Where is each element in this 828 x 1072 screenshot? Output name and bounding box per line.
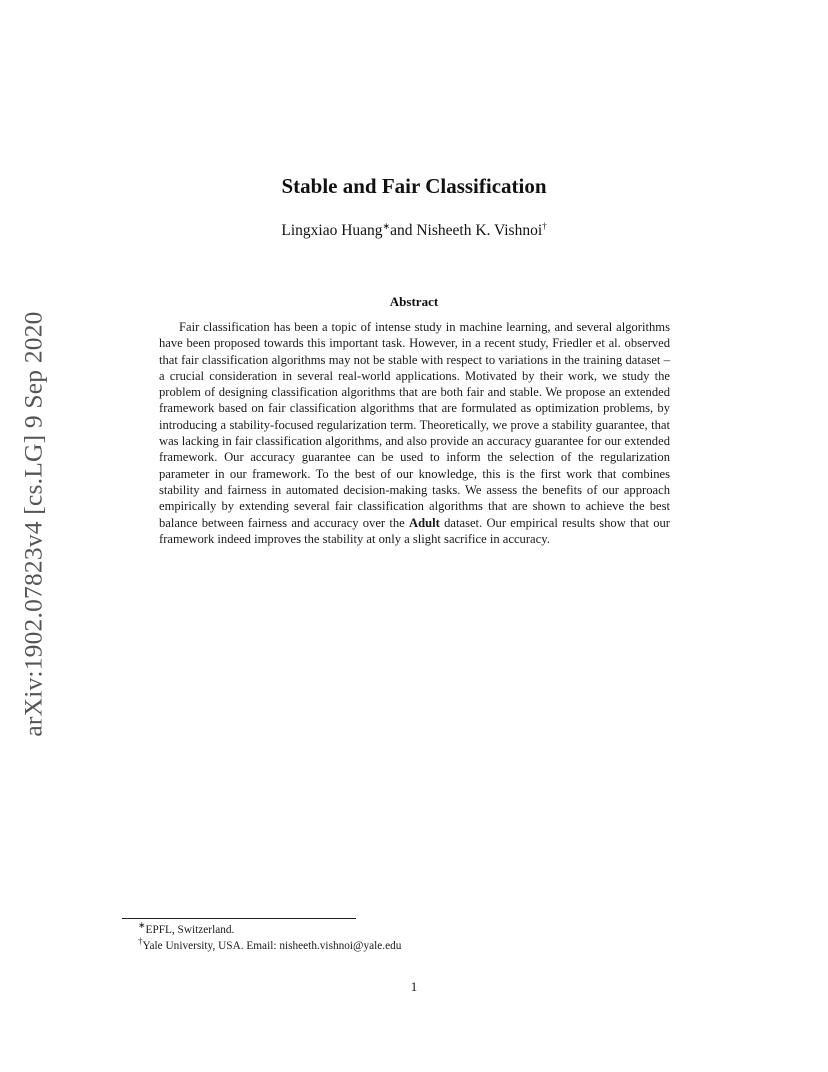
abstract-heading: Abstract bbox=[389, 294, 439, 309]
arxiv-identifier-stamp bbox=[14, 296, 54, 752]
footnote-marker: ∗ bbox=[382, 220, 391, 231]
dataset-name: Adult bbox=[409, 515, 440, 530]
footnote-affiliation bbox=[138, 935, 402, 955]
author-name: Lingxiao Huang bbox=[281, 222, 383, 239]
footnote-marker: † bbox=[542, 220, 547, 231]
arxiv-identifier-text: arXiv:1902.07823v4 [cs.LG] 9 Sep 2020 bbox=[19, 311, 49, 737]
footnote-text: EPFL, Switzerland. bbox=[145, 924, 235, 936]
abstract-text: Fair classification has been a topic of intense study in machine learning, and several algorithms have been proposed towards this important task. However, in a recent study, Friedler et al. observed that fair classification algorithms may not be stable with respect to variations in the training dataset – a crucial consideration in several real-world applications. Motivated by their work, we study the problem of designing classification algorithms that are both fair and stable. We propose an extended framework based on fair classification algorithms that are formulated as optimization problems, by introducing a stability-focused regularization term. Theoretically, we prove a stability guarantee, that was lacking in fair classification algorithms, and also provide an accuracy guarantee for our extended framework. Our accuracy guarantee can be used to inform the selection of the regularization parameter in our framework. To the best of our knowledge, this is the first work that combines stability and fairness in automated decision-making tasks. We assess the benefits of our approach empirically by extending several fair classification algorithms that are shown to achieve the best balance between fairness and accuracy over the bbox=[159, 320, 670, 530]
paper-title: Stable and Fair Classification bbox=[281, 174, 547, 198]
footnote-marker: ∗ bbox=[138, 920, 146, 931]
abstract-text: dataset. Our empirical results show that our framework indeed improves the stability at only a slight sacrifice in accuracy. bbox=[159, 515, 670, 546]
footnotes bbox=[138, 920, 402, 954]
author-line bbox=[0, 222, 828, 240]
author-connector: and bbox=[390, 222, 417, 239]
footnote-marker: † bbox=[138, 935, 143, 946]
abstract-body bbox=[159, 319, 670, 547]
page-number: 1 bbox=[410, 979, 418, 994]
footnote-rule bbox=[122, 918, 356, 919]
author-name: Nisheeth K. Vishnoi bbox=[416, 222, 543, 239]
footnote-text: Yale University, USA. Email: nisheeth.vishnoi@yale.edu bbox=[142, 939, 402, 952]
footnote-affiliation bbox=[138, 920, 401, 939]
